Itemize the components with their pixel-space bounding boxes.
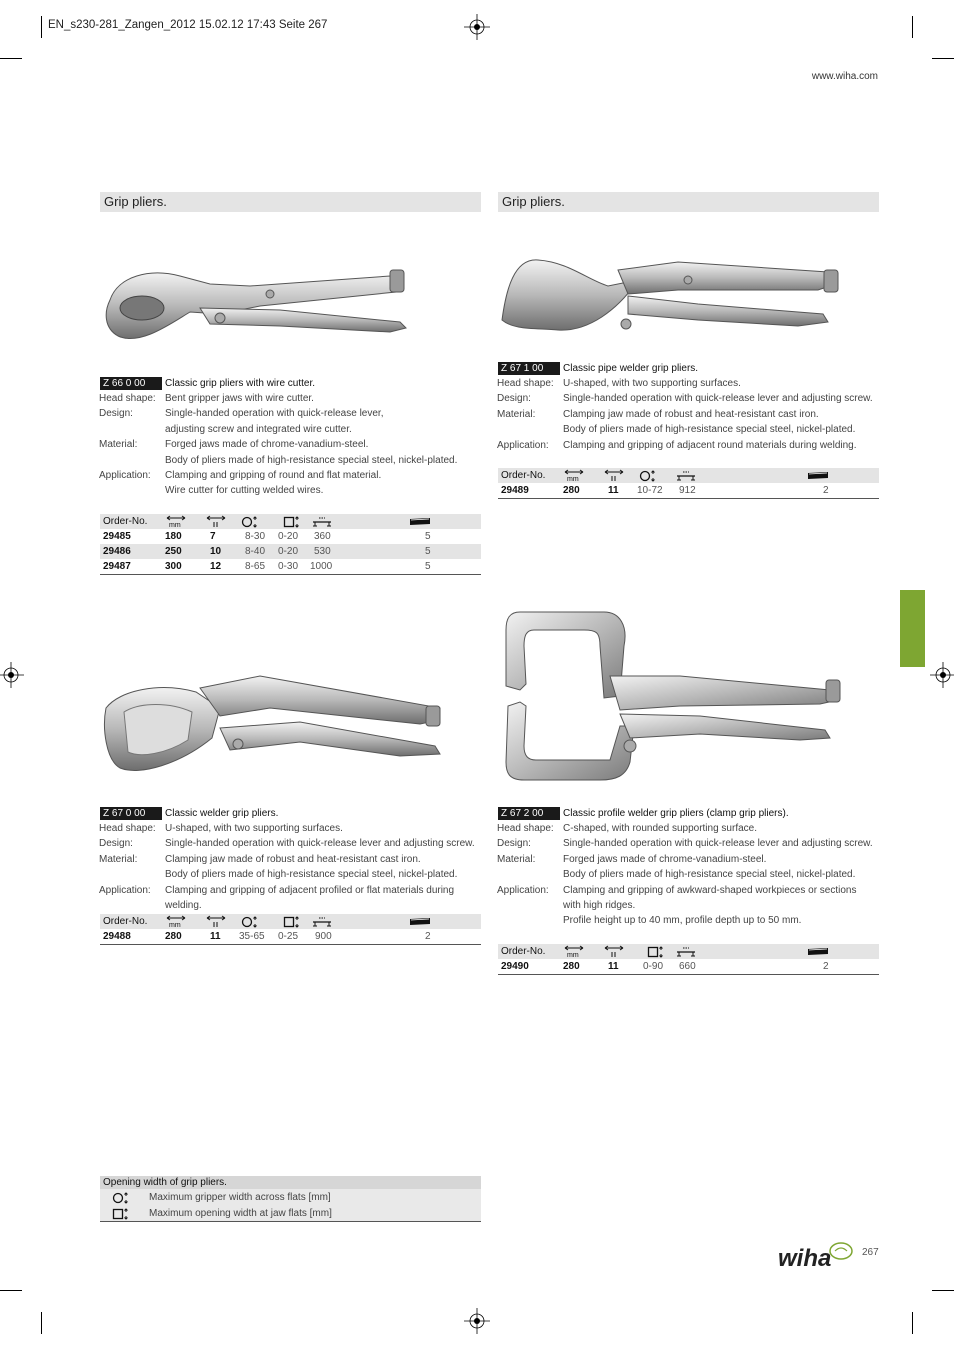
product-image-curved-jaw-grip-pliers	[100, 262, 415, 357]
table-row	[100, 544, 481, 559]
round-opening-icon	[241, 915, 259, 928]
product-code: Z 66 0 00	[100, 377, 162, 390]
spec-value: Single-handed operation with quick-release lever,	[165, 408, 384, 420]
registration-mark-icon	[464, 1308, 490, 1334]
spec-label-head-shape: Head shape:	[99, 823, 156, 834]
spec-label-head-shape: Head shape:	[99, 393, 156, 404]
round-opening: 8-40	[245, 546, 266, 557]
spec-value: Profile height up to 40 mm, profile depth up to 50 mm.	[563, 915, 802, 927]
legend-text: Maximum opening width at jaw flats [mm]	[149, 1207, 332, 1219]
order-no-header: Order-No.	[103, 916, 148, 927]
spec-label-application: Application:	[99, 470, 151, 482]
pack-quantity: 5	[425, 561, 431, 572]
length-mm: 180	[165, 531, 182, 542]
spec-value: Single-handed operation with quick-release lever and adjusting screw.	[563, 393, 873, 405]
spec-label-material: Material:	[497, 853, 536, 865]
length-mm: 300	[165, 561, 182, 572]
length-inch-icon	[604, 469, 624, 482]
length-mm-icon	[564, 469, 584, 482]
weight-icon	[311, 515, 333, 528]
spec-value: Clamping and gripping of adjacent profiled or flat materials during welding.	[165, 884, 455, 912]
table-row	[100, 929, 481, 945]
round-opening: 10-72	[637, 485, 663, 496]
table-row	[498, 483, 879, 499]
svg-text:mm: mm	[169, 522, 181, 528]
length-mm-icon	[166, 515, 186, 528]
product-image-pipe-welder-grip-pliers	[498, 250, 843, 342]
length-inch: 7	[210, 531, 216, 542]
length-inch: 12	[210, 561, 222, 572]
product-specs	[99, 821, 484, 913]
flat-opening: 0-20	[278, 531, 299, 542]
round-opening: 35-65	[239, 931, 265, 942]
product-image-clamp-grip-pliers	[500, 606, 842, 782]
registration-mark-icon	[930, 662, 954, 688]
length-inch: 11	[608, 961, 619, 972]
flat-opening: 0-20	[278, 546, 299, 557]
square-opening-icon	[647, 945, 665, 958]
pack-quantity: 2	[823, 485, 829, 496]
spec-label-design: Design:	[497, 393, 531, 405]
weight: 912	[679, 485, 696, 496]
product-title: Classic grip pliers with wire cutter.	[165, 378, 316, 389]
order-table	[100, 514, 481, 575]
spec-value: Clamping jaw made of robust and heat-resistant cast iron.	[165, 853, 421, 865]
brand-name: wiha	[778, 1245, 832, 1272]
product-title: Classic welder grip pliers.	[165, 808, 279, 819]
pack-quantity: 2	[425, 931, 431, 942]
order-table	[498, 944, 879, 975]
spec-value: with high ridges.	[563, 900, 636, 912]
length-mm-icon	[564, 945, 584, 958]
spec-value: Clamping jaw made of robust and heat-resistant cast iron.	[563, 408, 819, 420]
spec-label-application: Application:	[99, 884, 151, 896]
weight: 660	[679, 961, 696, 972]
page-number: 267	[862, 1247, 879, 1258]
spec-value: adjusting screw and integrated wire cutter.	[165, 423, 352, 435]
spec-value: Body of pliers made of high-resistance special steel, nickel-plated.	[165, 869, 458, 881]
print-header: EN_s230-281_Zangen_2012 15.02.12 17:43 Seite 267	[48, 19, 328, 31]
spec-value: Single-handed operation with quick-release lever and adjusting screw.	[165, 838, 475, 850]
order-no-header: Order-No.	[501, 946, 546, 957]
round-opening-icon	[112, 1191, 130, 1204]
pack-quantity: 5	[425, 531, 431, 542]
length-inch: 11	[608, 485, 619, 496]
weight: 530	[314, 546, 331, 557]
length-mm: 250	[165, 546, 182, 557]
spec-value: Forged jaws made of chrome-vanadium-steel.	[165, 439, 369, 451]
package-icon	[807, 945, 829, 958]
pack-quantity: 2	[823, 961, 829, 972]
product-title: Classic profile welder grip pliers (clamp grip pliers).	[563, 808, 789, 819]
spec-label-head-shape: Head shape:	[497, 823, 554, 834]
crop-mark	[0, 1290, 22, 1291]
registration-mark-icon	[0, 662, 24, 688]
spec-value: Body of pliers made of high-resistance special steel, nickel-plated.	[165, 454, 458, 466]
spec-label-application: Application:	[497, 439, 549, 451]
spec-value: U-shaped, with two supporting surfaces.	[563, 378, 741, 389]
spec-value: Clamping and gripping of round and flat material.	[165, 470, 382, 482]
table-row	[100, 559, 481, 575]
table-header	[498, 944, 879, 959]
legend-row	[100, 1189, 481, 1205]
weight-icon	[675, 469, 697, 482]
package-icon	[807, 469, 829, 482]
spec-label-design: Design:	[99, 838, 133, 850]
length-mm: 280	[563, 485, 580, 496]
flat-opening: 0-90	[643, 961, 664, 972]
table-row	[498, 959, 879, 975]
product-code: Z 67 1 00	[498, 362, 560, 375]
wiha-logo-icon	[777, 1240, 855, 1272]
spec-label-material: Material:	[497, 408, 536, 420]
section-heading-left: Grip pliers.	[100, 192, 481, 212]
table-header	[498, 468, 879, 483]
weight: 900	[315, 931, 332, 942]
length-mm-icon	[166, 915, 186, 928]
legend-title: Opening width of grip pliers.	[100, 1176, 481, 1189]
spec-value: Clamping and gripping of adjacent round materials during welding.	[563, 439, 857, 451]
length-inch-icon	[206, 515, 226, 528]
crop-mark	[0, 58, 22, 59]
weight-icon	[311, 915, 333, 928]
length-inch-icon	[206, 915, 226, 928]
spec-value: Clamping and gripping of awkward-shaped workpieces or sections	[563, 884, 857, 896]
section-heading-right: Grip pliers.	[498, 192, 879, 212]
order-no-header: Order-No.	[501, 470, 546, 481]
order-no-header: Order-No.	[103, 516, 148, 527]
product-image-welder-grip-pliers	[100, 668, 445, 780]
spec-value: Body of pliers made of high-resistance special steel, nickel-plated.	[563, 869, 856, 881]
length-inch-icon	[604, 945, 624, 958]
spec-value: Body of pliers made of high-resistance special steel, nickel-plated.	[563, 424, 856, 436]
weight-icon	[675, 945, 697, 958]
flat-opening: 0-30	[278, 561, 299, 572]
square-opening-icon	[283, 515, 301, 528]
spec-label-design: Design:	[497, 838, 531, 850]
spec-value: Bent gripper jaws with wire cutter.	[165, 393, 314, 404]
length-inch: 11	[210, 931, 221, 942]
weight: 360	[314, 531, 331, 542]
square-opening-icon	[112, 1207, 130, 1220]
order-number: 29487	[103, 561, 131, 572]
round-opening-icon	[639, 469, 657, 482]
product-title: Classic pipe welder grip pliers.	[563, 363, 699, 374]
product-specs	[497, 376, 882, 453]
order-table	[498, 468, 879, 499]
length-mm: 280	[563, 961, 580, 972]
package-icon	[409, 915, 431, 928]
website-link[interactable]: www.wiha.com	[811, 71, 878, 82]
legend-box	[100, 1176, 481, 1222]
legend-row	[100, 1205, 481, 1222]
chapter-tab	[900, 590, 925, 667]
spec-value: C-shaped, with rounded supporting surface.	[563, 823, 758, 834]
spec-label-material: Material:	[99, 439, 138, 451]
spec-value: U-shaped, with two supporting surfaces.	[165, 823, 343, 834]
crop-mark	[932, 1290, 954, 1291]
order-table	[100, 914, 481, 945]
square-opening-icon	[283, 915, 301, 928]
spec-value: Forged jaws made of chrome-vanadium-steel.	[563, 853, 767, 865]
flat-opening: 0-25	[278, 931, 299, 942]
table-header	[100, 514, 481, 529]
svg-text:mm: mm	[567, 952, 579, 958]
crop-mark	[41, 16, 42, 38]
spec-label-head-shape: Head shape:	[497, 378, 554, 389]
legend-text: Maximum gripper width across flats [mm]	[149, 1191, 331, 1203]
crop-mark	[932, 58, 954, 59]
crop-mark	[912, 1312, 913, 1334]
spec-value: Single-handed operation with quick-release lever and adjusting screw.	[563, 838, 873, 850]
table-header	[100, 914, 481, 929]
order-number: 29488	[103, 931, 131, 942]
table-row	[100, 529, 481, 544]
product-specs	[497, 821, 882, 929]
length-inch: 10	[210, 546, 222, 557]
product-specs	[99, 391, 484, 499]
round-opening: 8-65	[245, 561, 266, 572]
weight: 1000	[310, 561, 333, 572]
crop-mark	[41, 1312, 42, 1334]
registration-mark-icon	[464, 14, 490, 40]
order-number: 29485	[103, 531, 131, 542]
order-number: 29486	[103, 546, 131, 557]
svg-text:mm: mm	[169, 922, 181, 928]
round-opening: 8-30	[245, 531, 266, 542]
spec-label-design: Design:	[99, 408, 133, 420]
length-mm: 280	[165, 931, 182, 942]
product-code: Z 67 2 00	[498, 807, 560, 820]
spec-label-material: Material:	[99, 853, 138, 865]
order-number: 29489	[501, 485, 529, 496]
spec-label-application: Application:	[497, 884, 549, 896]
package-icon	[409, 515, 431, 528]
order-number: 29490	[501, 961, 529, 972]
svg-text:mm: mm	[567, 476, 579, 482]
pack-quantity: 5	[425, 546, 431, 557]
product-code: Z 67 0 00	[100, 807, 162, 820]
crop-mark	[912, 16, 913, 38]
spec-value: Wire cutter for cutting welded wires.	[165, 485, 324, 497]
round-opening-icon	[241, 515, 259, 528]
